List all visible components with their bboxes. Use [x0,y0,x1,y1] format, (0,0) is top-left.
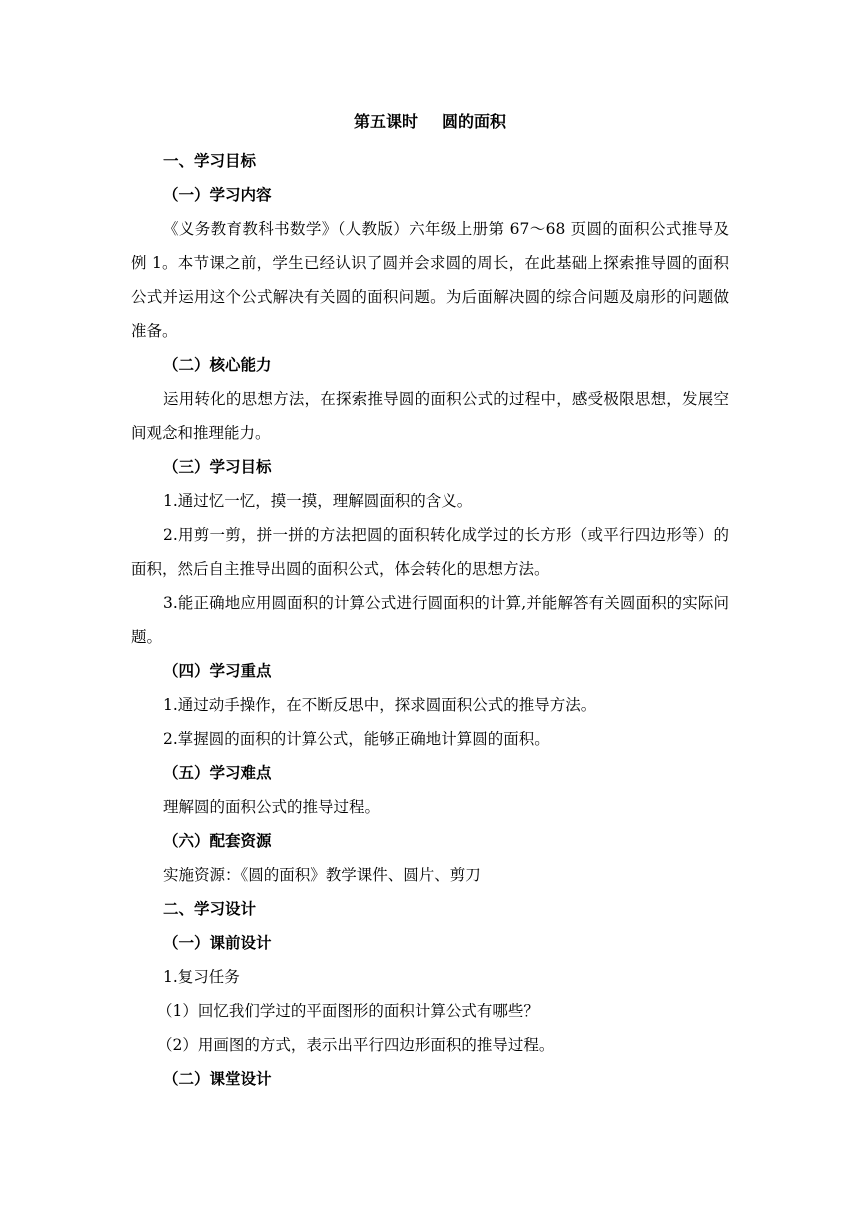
paragraph-difficulty: 理解圆的面积公式的推导过程。 [163,798,381,816]
paragraph-learning-content: 《义务教育教科书数学》（人教版）六年级上册第 67～68 页圆的面积公式推导及例 1。本节课之前，学生已经认识了圆并会求圆的周长，在此基础上探索推导圆的面积公式并运用这个公式解决有关圆的面积问题。为后面解决圆的综合问题及扇形的问题做准备。 [131,220,729,340]
page-title [0,110,860,134]
objective-item-1: 1.通过忆一忆，摸一摸，理解圆面积的含义。 [163,492,473,510]
subheading-key-points: （四）学习重点 [163,661,272,680]
objective-item-3: 3.能正确地应用圆面积的计算公式进行圆面积的计算,并能解答有关圆面积的实际问题。 [131,594,729,646]
paragraph-resources: 实施资源：《圆的面积》教学课件、圆片、剪刀 [163,866,481,884]
subheading-in-class-design: （二）课堂设计 [163,1069,272,1088]
subheading-core-ability: （二）核心能力 [163,355,272,374]
subheading-learning-content: （一）学习内容 [163,185,272,204]
review-task-item-2: （2）用画图的方式，表示出平行四边形面积的推导过程。 [157,1036,555,1054]
lesson-number: 第五课时 [353,112,418,131]
section-heading-learning-design: 二、学习设计 [163,899,257,918]
objective-item-2: 2.用剪一剪，拼一拼的方法把圆的面积转化成学过的长方形（或平行四边形等）的面积，然后自主推导出圆的面积公式，体会转化的思想方法。 [131,526,729,578]
subheading-difficulty: （五）学习难点 [163,763,272,782]
review-task-title: 1.复习任务 [163,968,240,986]
subheading-resources: （六）配套资源 [163,831,272,850]
section-heading-learning-goals: 一、学习目标 [163,151,257,170]
document-body [131,144,729,1096]
lesson-topic: 圆的面积 [442,112,507,131]
key-point-item-2: 2.掌握圆的面积的计算公式，能够正确地计算圆的面积。 [163,730,550,748]
key-point-item-1: 1.通过动手操作，在不断反思中，探求圆面积公式的推导方法。 [163,696,597,714]
subheading-pre-class-design: （一）课前设计 [163,933,272,952]
subheading-learning-objectives: （三）学习目标 [163,457,272,476]
paragraph-core-ability: 运用转化的思想方法，在探索推导圆的面积公式的过程中，感受极限思想，发展空间观念和推理能力。 [131,390,729,442]
review-task-item-1: （1）回忆我们学过的平面图形的面积计算公式有哪些？ [157,1002,539,1020]
